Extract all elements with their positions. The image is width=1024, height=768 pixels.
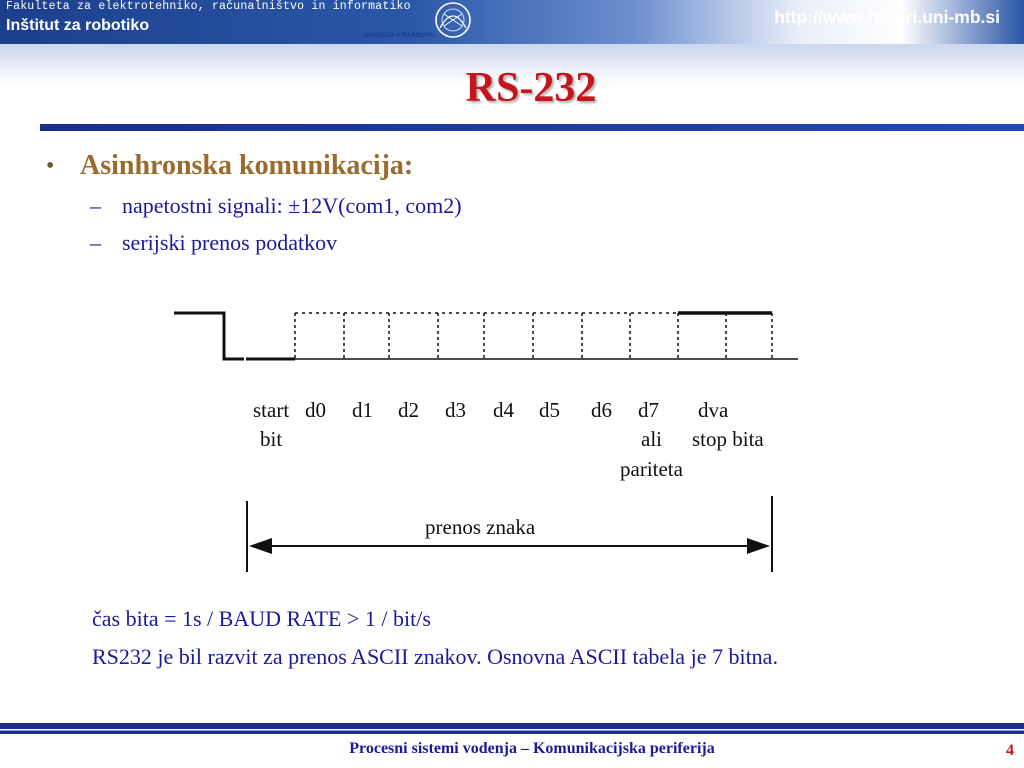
footer-rule xyxy=(0,723,1024,734)
bit-label-d3: d3 xyxy=(445,398,466,422)
bit-label-d2: d2 xyxy=(398,398,419,422)
stop-dva-label: dva xyxy=(698,398,729,422)
website-url: http://www.ro.feri.uni-mb.si xyxy=(774,7,1000,27)
rs232-frame-diagram xyxy=(160,296,810,586)
slide-title: RS-232 xyxy=(465,65,597,111)
university-logo-icon xyxy=(432,0,474,40)
university-name: UNIVERZA V MARIBORU xyxy=(364,33,435,39)
sub-item-text: serijski prenos podatkov xyxy=(122,230,338,255)
faculty-name: Fakulteta za elektrotehniko, računalništvo in informatiko xyxy=(6,0,411,13)
stop-bita-label: stop bita xyxy=(692,427,764,451)
bullet-heading: Asinhronska komunikacija: xyxy=(80,150,414,181)
bit-label-d0: d0 xyxy=(305,398,326,422)
signal-idle-line xyxy=(174,313,244,359)
sub-item-text: napetostni signali: ±12V(com1, com2) xyxy=(122,193,462,218)
dash-marker: – xyxy=(90,230,101,255)
start-bit-label: bit xyxy=(260,427,283,451)
institute-name: Inštitut za robotiko xyxy=(6,17,150,34)
title-rule xyxy=(40,124,1024,131)
bit-label-d7: d7 xyxy=(638,398,659,422)
bit-label-d1: d1 xyxy=(352,398,373,422)
pariteta-label: pariteta xyxy=(620,457,683,481)
header-banner xyxy=(0,0,1024,44)
page-number: 4 xyxy=(1006,742,1014,759)
start-label: start xyxy=(253,398,290,422)
note-ascii: RS232 je bil razvit za prenos ASCII znakov. Osnovna ASCII tabela je 7 bitna. xyxy=(92,644,778,669)
dash-marker: – xyxy=(90,193,101,218)
span-arrow-right-head xyxy=(747,538,770,554)
bit-label-d4: d4 xyxy=(493,398,514,422)
bullet-marker: • xyxy=(46,153,55,179)
span-label: prenos znaka xyxy=(425,515,536,539)
bit-label-d5: d5 xyxy=(539,398,560,422)
span-arrow-left-head xyxy=(249,538,272,554)
d7-ali-label: ali xyxy=(641,427,662,451)
footer-text: Procesni sistemi vodenja – Komunikacijska periferija xyxy=(349,740,715,757)
bit-label-d6: d6 xyxy=(591,398,612,422)
note-baud: čas bita = 1s / BAUD RATE > 1 / bit/s xyxy=(92,606,431,631)
bit-boundaries xyxy=(295,313,772,359)
